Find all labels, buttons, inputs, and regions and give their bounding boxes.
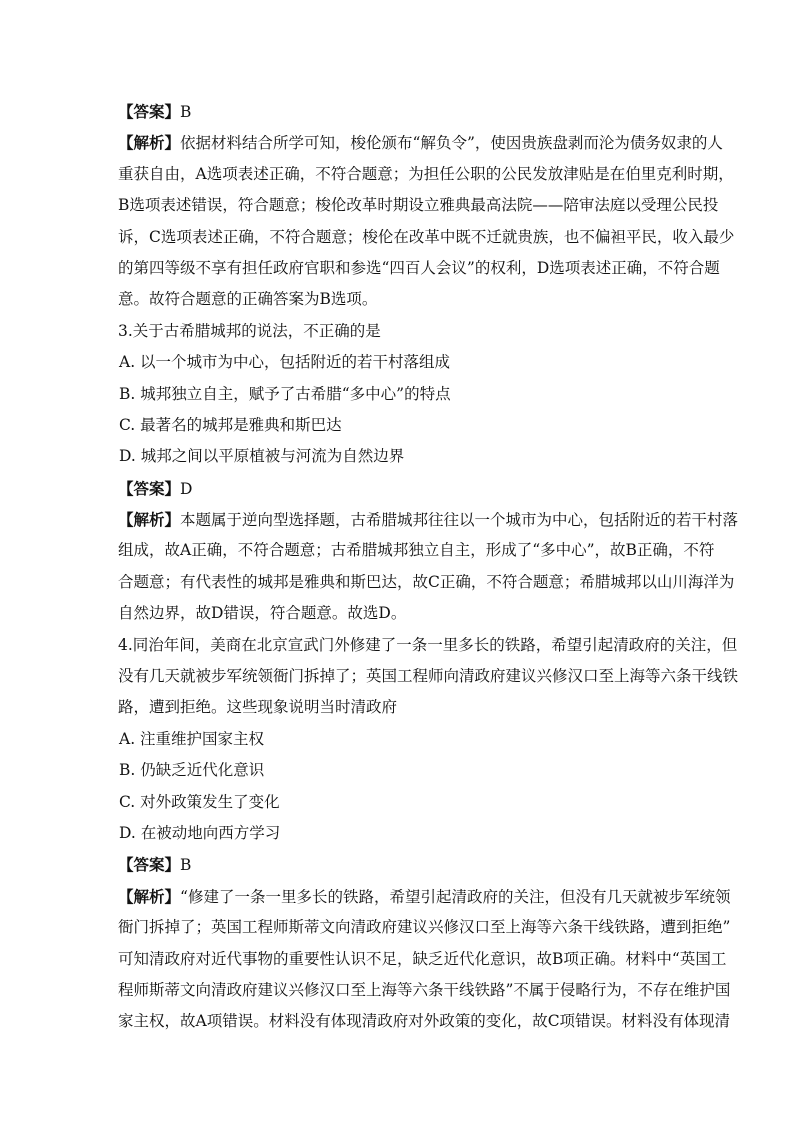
text-span: 重获自由，A选项表述正确，不符合题意；为担任公职的公民发放津贴是在伯里克利时期， [118, 164, 734, 183]
text-line [118, 567, 735, 598]
text-span: A. 注重维护国家主权 [119, 729, 265, 748]
text-line [118, 912, 731, 943]
text-line [118, 975, 731, 1006]
text-span: 的第四等级不享有担任政府官职和参选“四百人会议”的权利，D选项表述正确，不符合题 [118, 258, 720, 277]
question-stem [118, 316, 678, 347]
text-line [118, 944, 727, 975]
document-page [118, 96, 739, 1038]
option-c [118, 787, 678, 818]
text-span: 家主权，故A项错误。材料没有体现清政府对外政策的变化，故C项错误。材料没有体现清 [118, 1012, 731, 1031]
text-span: 依据材料结合所学可知，梭伦颁布“解负令”，使因贵族盘剥而沦为债务奴隶的人 [180, 134, 723, 153]
option-a [118, 724, 678, 755]
answer-line [118, 96, 678, 127]
question-stem [118, 630, 738, 661]
text-span: 诉，C选项表述正确，不符合题意；梭伦在改革中既不迁就贵族，也不偏袒平民，收入最少 [118, 227, 735, 246]
text-line [118, 598, 678, 629]
text-span: B. 仍缺乏近代化意识 [119, 761, 265, 780]
text-span: D. 在被动地向西方学习 [119, 823, 281, 842]
text-line [118, 159, 734, 190]
text-span: 自然边界，故D错误，符合题意。故选D。 [118, 604, 407, 623]
text-span: 路，遭到拒绝。这些现象说明当时清政府 [118, 698, 398, 717]
text-span: C. 最著名的城邦是雅典和斯巴达 [119, 415, 342, 434]
option-b [118, 379, 678, 410]
analysis-line [118, 881, 731, 912]
text-line [118, 284, 678, 315]
text-span: 可知清政府对近代事物的重要性认识不足，缺乏近代化意识，故B项正确。材料中“英国工 [118, 949, 727, 968]
answer-text: D [180, 479, 193, 498]
text-span: A. 以一个城市为中心，包括附近的若干村落组成 [119, 353, 451, 372]
text-span: B选项表述错误，符合题意；梭伦改革时期设立雅典最高法院——陪审法庭以受理公民投 [118, 196, 719, 215]
answer-text: B [180, 856, 192, 875]
option-b [118, 755, 678, 786]
answer-tag: 【答案】 [118, 478, 181, 498]
text-line [118, 535, 715, 566]
answer-tag: 【答案】 [118, 102, 181, 121]
text-line [118, 190, 719, 221]
analysis-tag: 【解析】 [118, 886, 181, 906]
text-span: 程师斯蒂文向清政府建议兴修汉口至上海等六条干线铁路”不属于侵略行为，不存在维护国 [118, 980, 731, 999]
answer-tag: 【答案】 [118, 855, 181, 875]
text-line [118, 661, 739, 692]
text-span: 意。故符合题意的正确答案为B选项。 [118, 290, 378, 309]
answer-text: B [180, 103, 192, 121]
answer-line [118, 849, 678, 880]
text-line [118, 222, 735, 253]
analysis-tag: 【解析】 [118, 133, 181, 153]
text-span: 没有几天就被步军统领衙门拆掉了；英国工程师向清政府建议兴修汉口至上海等六条干线铁 [118, 667, 739, 686]
text-span: 衙门拆掉了；英国工程师斯蒂文向清政府建议兴修汉口至上海等六条干线铁路，遭到拒绝” [118, 918, 731, 937]
text-span: D. 城邦之间以平原植被与河流为自然边界 [119, 447, 405, 466]
text-span: 本题属于逆向型选择题，古希腊城邦往往以一个城市为中心，包括附近的若干村落 [180, 511, 739, 530]
option-d [118, 818, 678, 849]
text-span: 4.同治年间，美商在北京宣武门外修建了一条一里多长的铁路，希望引起清政府的关注，但 [118, 635, 738, 654]
text-line [118, 1006, 731, 1037]
text-span: B. 城邦独立自主，赋予了古希腊“多中心”的特点 [119, 384, 451, 403]
text-span: 3.关于古希腊城邦的说法，不正确的是 [118, 321, 381, 340]
text-span: “修建了一条一里多长的铁路，希望引起清政府的关注，但没有几天就被步军统领 [180, 887, 731, 906]
option-d [118, 441, 678, 472]
text-span: 合题意；有代表性的城邦是雅典和斯巴达，故C正确，不符合题意；希腊城邦以山川海洋为 [118, 572, 735, 591]
text-span: 组成，故A正确，不符合题意；古希腊城邦独立自主，形成了“多中心”，故B正确，不符 [118, 541, 715, 560]
text-span: C. 对外政策发生了变化 [119, 792, 280, 811]
option-c [118, 410, 678, 441]
analysis-line [118, 504, 739, 535]
text-line [118, 692, 678, 723]
option-a [118, 347, 678, 378]
answer-line [118, 473, 678, 504]
analysis-line [118, 127, 723, 158]
analysis-tag: 【解析】 [118, 510, 181, 530]
text-line [118, 253, 720, 284]
